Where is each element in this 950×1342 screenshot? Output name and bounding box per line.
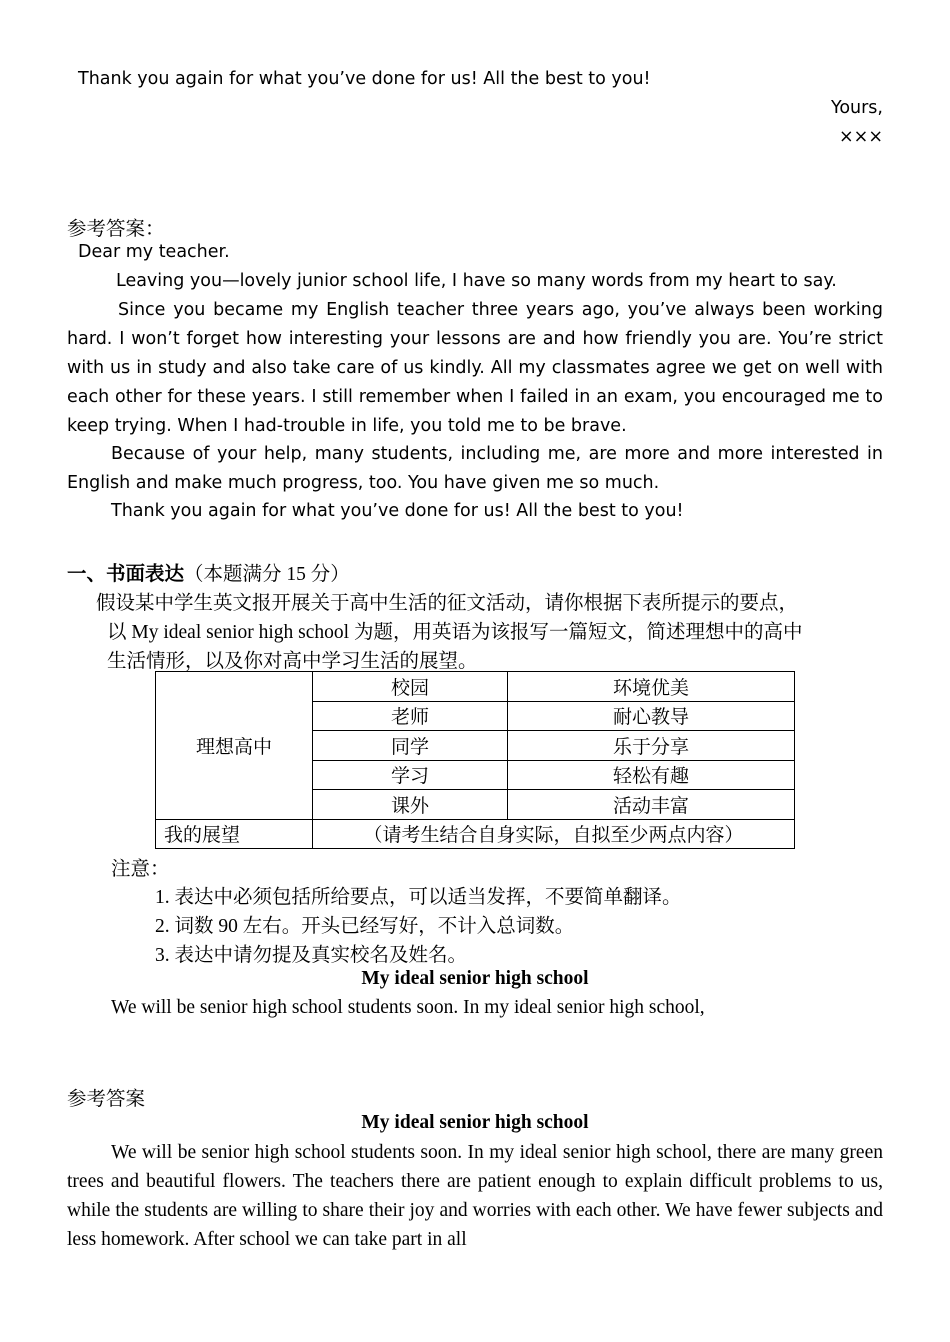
answer-paragraph-4: Thank you again for what you’ve done for us! All the best to you!	[111, 501, 684, 521]
letter-signature: ×××	[839, 127, 883, 147]
requirements-table	[155, 671, 795, 849]
table-row	[156, 672, 795, 702]
note-item: 2. 词数 90 左右。开头已经写好，不计入总词数。	[155, 916, 575, 937]
note-item: 1. 表达中必须包括所给要点，可以适当发挥，不要简单翻译。	[155, 887, 682, 908]
group-label-cell: 理想高中	[156, 672, 313, 820]
letter-closing-line: Thank you again for what you’ve done for us! All the best to you!	[78, 69, 651, 89]
prompt-line-2: 以 My ideal senior high school 为题，用英语为该报写一篇短文，简述理想中的高中	[107, 622, 803, 643]
point-cell: 乐于分享	[508, 731, 795, 761]
item-cell: 课外	[313, 790, 508, 820]
section-heading-score: （本题满分 15 分）	[184, 564, 350, 585]
answer-label: 参考答案：	[67, 219, 165, 240]
essay-opening: We will be senior high school students soon. In my ideal senior high school,	[111, 997, 705, 1018]
section-heading-title: 一、书面表达	[67, 564, 185, 585]
item-cell: 同学	[313, 731, 508, 761]
table-row	[156, 819, 795, 849]
note-item: 3. 表达中请勿提及真实校名及姓名。	[155, 945, 468, 966]
section-heading	[67, 558, 350, 586]
answer2-label: 参考答案	[67, 1089, 146, 1110]
prompt-line-3: 生活情形，以及你对高中学习生活的展望。	[107, 651, 478, 672]
item-cell: 校园	[313, 672, 508, 702]
answer-salutation: Dear my teacher.	[78, 242, 230, 262]
point-cell: 耐心教导	[508, 701, 795, 731]
prompt-line-1: 假设某中学生英文报开展关于高中生活的征文活动，请你根据下表所提示的要点，	[96, 593, 799, 614]
point-cell: 轻松有趣	[508, 760, 795, 790]
answer2-body: We will be senior high school students soon. In my ideal senior high school, there are many green trees and beautiful flowers. The teachers there are patient enough to explain difficult problems to us, while the students are willing to share their joy and worries with each other. We have fewer subjects and less homework. After school we can take part in all	[67, 1142, 883, 1250]
answer-paragraph-3: Because of your help, many students, including me, are more and more interested in English and make much progress, too. You have given me so much.	[67, 444, 883, 493]
point-cell: 活动丰富	[508, 790, 795, 820]
outlook-label-cell: 我的展望	[156, 819, 313, 849]
letter-sign-off: Yours,	[830, 98, 883, 118]
answer-paragraph-2: Since you became my English teacher three years ago, you’ve always been working hard. I won’t forget how interesting your lessons are and how friendly you are. You’re strict with us in study and also take care of us kindly. All my classmates agree we get on well with each other for these years. I still remember when I failed in an exam, you encouraged me to keep trying. When I had-trouble in life, you told me to be brave.	[67, 300, 883, 436]
answer-paragraph-1: Leaving you—lovely junior school life, I have so many words from my heart to say.	[116, 271, 837, 291]
outlook-text-cell: （请考生结合自身实际，自拟至少两点内容）	[313, 819, 795, 849]
essay-title: My ideal senior high school	[361, 968, 589, 989]
notes-label: 注意：	[111, 859, 170, 880]
point-cell: 环境优美	[508, 672, 795, 702]
item-cell: 学习	[313, 760, 508, 790]
answer2-title: My ideal senior high school	[361, 1112, 589, 1133]
item-cell: 老师	[313, 701, 508, 731]
